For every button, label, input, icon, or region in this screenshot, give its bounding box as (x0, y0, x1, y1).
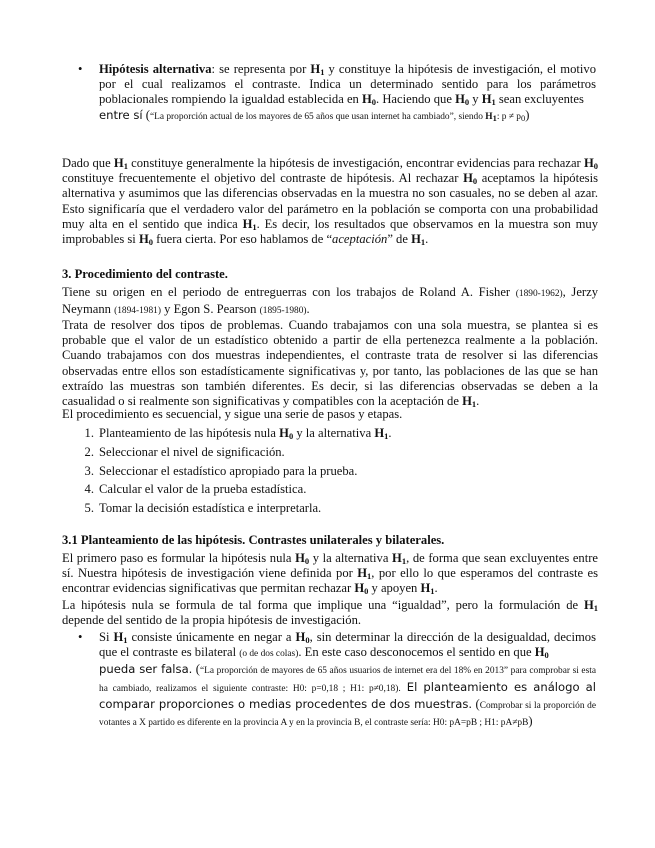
section-3-1-intro: El primero paso es formular la hipótesis nula $H_0$ y la alternativa $H_1$, de forma que sean excluyentes entre sí. Nuestra hipótesis de investigación viene definida por $H_1$, por ello lo que esperamos del contraste es encontrar evidencias significativas que permitan rechazar $H_0$ y apoyen $H_1$. (62, 551, 598, 597)
step-number: 2. (84, 445, 94, 459)
step-number: 1. (84, 426, 94, 440)
section-3-problems: Trata de resolver dos tipos de problemas. Cuando trabajamos con una sola muestra, se plantea si es probable que el valor de un estadístico obtenido a partir de ella pertenezca realmente a la población. Cuando trabajamos con dos muestras independientes, el contraste trata de resolver si las diferencias observadas entre ellos son estadísticamente significativas y, por tanto, las poblaciones de las que se han extraído las muestras son también diferentes. Es decir, si las diferencias observadas se deben a la casualidad o si realmente son significativas y compatibles con la aceptación de $H_1$. (62, 318, 598, 410)
section-3-sequence: El procedimiento es secuencial, y sigue una serie de pasos y etapas. (62, 407, 403, 421)
step-number: 3. (84, 464, 94, 478)
paragraph-h1-explanation: Dado que $H_1$ constituye generalmente la hipótesis de investigación, encontrar evidencias para rechazar $H_0$ constituye frecuentemente el objetivo del contraste de hipótesis. Al rechazar $H_0$ aceptamos la hipótesis alternativa y asumimos que las diferencias observadas en la muestra no son casuales, no se deben al azar. Esto significaría que el verdadero valor del parámetro en la población se comporta con una probabilidad muy alta en el sentido que indica $H_1$. Es decir, los resultados que observamos en la muestra son muy improbables si $H_0$ fuera cierta. Por eso hablamos de “aceptación” de $H_1$. (62, 156, 599, 248)
step-item: Seleccionar el nivel de significación. (99, 445, 285, 459)
section-3-heading: 3. Procedimiento del contraste. (62, 267, 228, 281)
bilateral-item: Si $H_1$ consiste únicamente en negar a $H_0$, sin determinar la dirección de la desigualdad, decimos que el contraste es bilateral (o de dos colas). En este caso desconocemos el sentido en que $H_0$ pueda ser falsa. (“La proporción de mayores de 65 años usuarios de internet era del 18% en 2013” para comprobar si esta ha cambiado, realizamos el siguiente contraste: H0: p=0,18 ; H1: p≠0,18). El planteamiento es análogo al comparar proporciones o medias procedentes de dos muestras. (Comprobar si la proporción de votantes a X partido es diferente en la provincia A y en la provincia B, el contraste sería: H0: pA=pB ; H1: pA≠pB) (99, 630, 597, 729)
alt-hypothesis-text: Hipótesis alternativa: se representa por $H_1$ y constituye la hipótesis de investigación, el motivo por el cual realizamos el contraste. Indica un determinado sentido para los parámetros poblacionales rompiendo la igualdad establecida en $H_0$. Haciendo que $H_0$ y $H_1$ sean excluyentes entre sí (“La proporción actual de los mayores de 65 años que usan internet ha cambiado”, siendo H1: p ≠ p0) (99, 62, 596, 123)
two-sample-example: Comprobar si la proporción de votantes a X partido es diferente en la provincia A y en la provincia B, el contraste sería: H0: pA=pB ; H1: pA≠pB (99, 700, 596, 729)
bullet-marker: • (78, 62, 83, 76)
alt-hypothesis-example: “La proporción actual de los mayores de 65 años que usan internet ha cambiado”, siendo H1: p ≠ p0 (149, 111, 526, 123)
step-number: 5. (84, 501, 94, 515)
section-3-1-null-hypothesis: La hipótesis nula se formula de tal forma que implique una “igualdad”, pero la formulación de $H_1$ depende del sentido de la propia hipótesis de investigación. (62, 598, 598, 628)
step-item: Calcular el valor de la prueba estadística. (99, 482, 307, 496)
bilateral-example: “La proporción de mayores de 65 años usuarios de internet era del 18% en 2013” para comprobar si esta ha cambiado, realizamos el siguiente contraste: H0: p=0,18 ; H1: p≠0,18). (99, 666, 596, 694)
bullet-marker: • (78, 630, 83, 644)
step-item: Planteamiento de las hipótesis nula $H_0$ y la alternativa $H_1$. (99, 426, 392, 441)
alt-hypothesis-item (99, 62, 596, 125)
section-3-intro: Tiene su origen en el periodo de entreguerras con los trabajos de Roland A. Fisher (1890-1962), Jerzy Neymann (1894-1981) y Egon S. Pearson (1895-1980). (62, 285, 598, 317)
section-3-1-heading: 3.1 Planteamiento de las hipótesis. Contrastes unilaterales y bilaterales. (62, 533, 445, 547)
step-item: Tomar la decisión estadística e interpretarla. (99, 501, 322, 515)
step-number: 4. (84, 482, 94, 496)
alt-hypothesis-title: Hipótesis alternativa (99, 62, 212, 76)
step-item: Seleccionar el estadístico apropiado para la prueba. (99, 464, 358, 478)
